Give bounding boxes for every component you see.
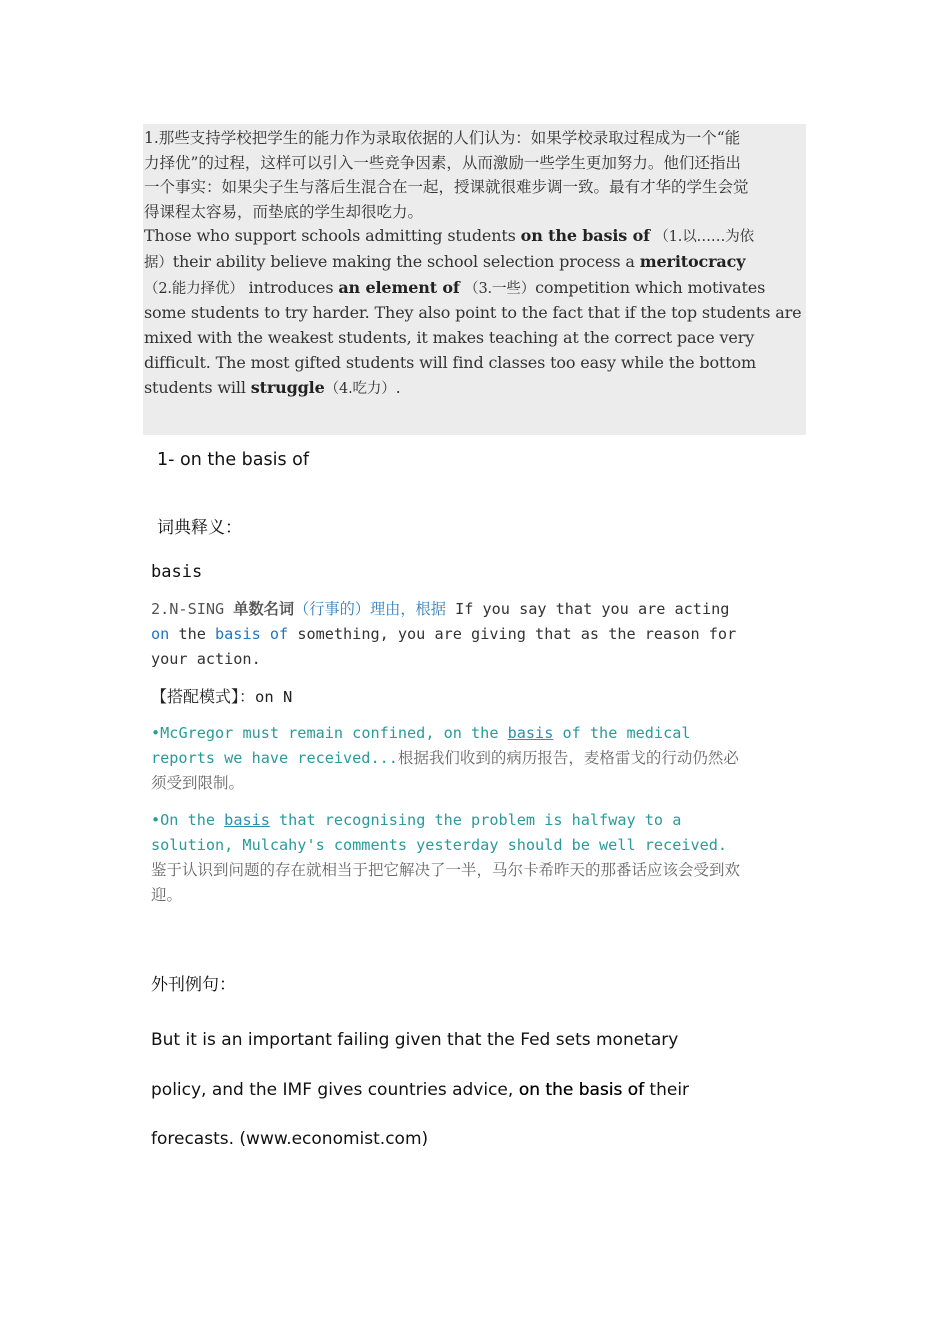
example-keyword: basis	[507, 724, 554, 742]
pattern-label: 【搭配模式】：	[151, 687, 256, 706]
press-text: their	[644, 1080, 690, 1100]
example-english: McGregor must remain confined, on the	[160, 724, 508, 742]
press-keyword: on the basis of	[518, 1080, 645, 1100]
press-heading: 外刊例句：	[151, 975, 236, 995]
example-english: that recognising the problem is halfway to a solution, Mulcahy's comments yesterday should be well received.	[151, 811, 728, 854]
note-3: （3.一些）	[459, 280, 536, 297]
dictionary-example	[151, 721, 741, 796]
passage-text: competition which motivates some students to try harder. They also point to the fact that if the top students are mixed with the weakest students, it makes teaching at the correct pace very difficult. The most gifted students will find classes too easy while the bottom students will	[144, 277, 802, 397]
pattern-value: on N	[255, 688, 293, 706]
note-2: （2.能力择优）	[144, 280, 244, 297]
example-english: On the	[160, 811, 225, 829]
dictionary-definition	[151, 597, 741, 672]
keyword-2: meritocracy	[639, 251, 746, 271]
chinese-translation	[144, 126, 805, 224]
example-keyword: basis	[224, 811, 270, 829]
keyword-1: on the basis of	[520, 226, 650, 245]
note-1: （1.以……为依	[649, 229, 754, 245]
example-english: of the medical reports we have received...	[151, 724, 691, 767]
press-line: But it is an important failing given that the Fed sets monetary	[151, 1030, 679, 1050]
english-passage	[144, 224, 805, 402]
note-1-cont: 据）	[144, 254, 173, 271]
dictionary-headword: basis	[151, 562, 203, 582]
definition-keyword: basis of	[215, 625, 289, 643]
bullet-icon: •	[151, 811, 161, 829]
dictionary-heading: 词典释义：	[157, 518, 242, 538]
phrase-heading: 1- on the basis of	[157, 450, 310, 470]
press-line	[151, 1080, 689, 1100]
passage-end: .	[395, 377, 401, 397]
press-line: forecasts. (www.economist.com)	[151, 1129, 429, 1149]
part-of-speech: 单数名词	[233, 600, 295, 618]
zh-line: 1.那些支持学校把学生的能力作为录取依据的人们认为：如果学校录取过程成为一个“能	[144, 129, 741, 147]
press-text: policy, and the IMF gives countries advice,	[151, 1080, 519, 1100]
note-4: （4.吃力）	[324, 380, 396, 397]
collocation-pattern	[151, 684, 292, 707]
example-chinese: 根据我们收到的病历报告，麦格雷戈的行动仍然必须受到限制。	[151, 749, 739, 792]
translation-passage-box	[143, 124, 806, 435]
passage-text: Those who support schools admitting students	[144, 226, 521, 245]
sense-chinese: （行事的）理由，根据	[294, 600, 446, 618]
keyword-4: struggle	[250, 377, 325, 397]
zh-line: 力择优”的过程，这样可以引入一些竞争因素，从而激励一些学生更加努力。他们还指出	[144, 153, 741, 172]
passage-text: introduces	[243, 277, 339, 297]
zh-line: 一个事实：如果尖子生与落后生混合在一起，授课就很难步调一致。最有才华的学生会觉	[144, 178, 749, 196]
keyword-3: an element of	[338, 277, 460, 297]
definition-text: If you say that you are acting	[445, 600, 730, 618]
example-chinese: 鉴于认识到问题的存在就相当于把它解决了一半，马尔卡希昨天的那番话应该会受到欢迎。	[151, 861, 741, 904]
definition-text: the	[169, 625, 216, 643]
sense-number: 2.N-SING	[151, 600, 234, 618]
zh-line: 得课程太容易，而垫底的学生却很吃力。	[144, 202, 424, 221]
definition-text: something, you are giving that as the reason for your action.	[151, 625, 737, 668]
passage-text: their ability believe making the school selection process a	[172, 251, 640, 271]
bullet-icon: •	[151, 724, 161, 742]
dictionary-example	[151, 808, 741, 908]
definition-keyword: on	[151, 625, 170, 643]
